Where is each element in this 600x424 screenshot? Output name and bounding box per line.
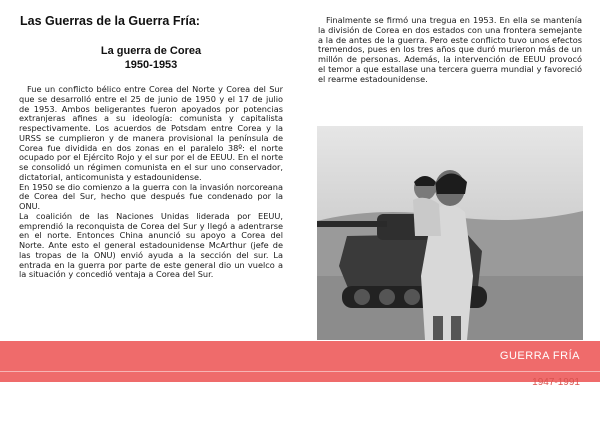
page-title: Las Guerras de la Guerra Fría: — [20, 14, 200, 28]
paragraph-coalition: La coalición de las Naciones Unidas liderada por EEUU, emprendió la reconquista de Corea del Sur y llegó a adentrarse en el norte. Entonces China anunció su apoyo a Corea del Norte. Ante esto el general estadounidense McArthur (jefe de las tropas de la ONU) envió ayuda a la sección del sur. La entrada en la guerra por parte de este general dio un vuelco a la situación y concedió ventaja a Corea del Sur. — [19, 210, 283, 280]
paragraph-invasion: En 1950 se dio comienzo a la guerra con la invasión norcoreana de Corea del Sur, hecho que después fue condenado por la ONU. — [19, 181, 283, 211]
section-title: La guerra de Corea — [100, 45, 202, 57]
paragraph-intro: Fue un conflicto bélico entre Corea del Norte y Corea del Sur que se desarrolló entre el 25 de junio de 1950 y el 17 de julio de 1953. Ambos beligerantes fueron apoyados por potencias extranjeras afines a su ideología: comunista y capitalista respectivamente. Los acuerdos de Potsdam entre Corea y la URSS se cumplieron y de manera provisional la península de Corea fue dividida en dos zonas en el paralelo 38º: el norte ocupado por el Ejército Rojo y el sur por el de EEUU. En el norte se consolidó un régimen comunista en el sur uno conservador, dictatorial, anticomunista y estadounidense. — [19, 84, 283, 182]
footer-divider — [0, 371, 600, 372]
left-text-column — [19, 85, 283, 280]
paragraph-truce: Finalmente se firmó una tregua en 1953. En ella se mantenía la división de Corea en dos estados con una frontera semejante a la de antes de la guerra. Pero este conflicto tuvo unos efectos tremendos, pues en los tres años que duró murieron más de un millón de personas. Además, la intervención de EEUU provocó el temor a que estallase una tercera guerra mundial y favoreció el rearme estadounidense. — [318, 15, 582, 84]
footer-date-range: 1947-1991 — [532, 377, 580, 388]
section-years: 1950-1953 — [124, 59, 178, 71]
right-text-column — [318, 16, 582, 84]
photo-illustration — [317, 126, 583, 340]
section-heading — [20, 44, 282, 72]
war-photo-image — [317, 126, 583, 340]
footer-title: GUERRA FRÍA — [499, 350, 580, 362]
